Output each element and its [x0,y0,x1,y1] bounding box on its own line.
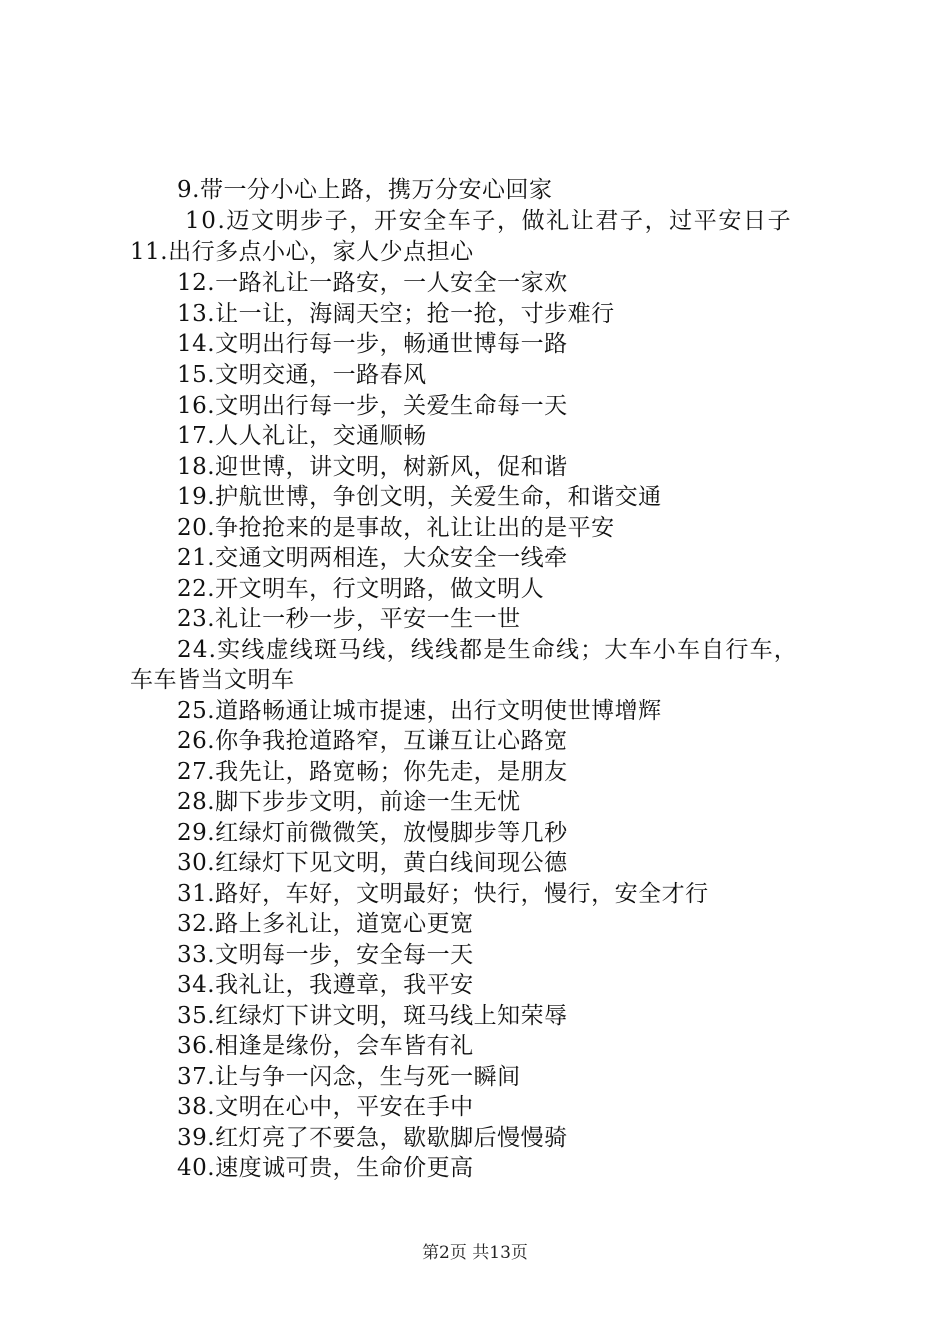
slogan-line: 39.红灯亮了不要急，歇歇脚后慢慢骑 [177,1125,568,1151]
slogan-line: 11.出行多点小心，家人少点担心 [130,239,474,265]
slogan-line: 车车皆当文明车 [130,667,295,693]
slogan-line: 13.让一让，海阔天空；抢一抢，寸步难行 [177,301,615,327]
slogan-line: 9.带一分小心上路，携万分安心回家 [177,177,553,203]
slogan-line: 15.文明交通，一路春风 [177,362,427,388]
slogan-line: 16.文明出行每一步，关爱生命每一天 [177,393,568,419]
slogan-line: 30.红绿灯下见文明，黄白线间现公德 [177,850,568,876]
slogan-line: 14.文明出行每一步，畅通世博每一路 [177,331,568,357]
slogan-line: 28.脚下步步文明，前途一生无忧 [177,789,521,815]
slogan-line: 26.你争我抢道路窄，互谦互让心路宽 [177,728,568,754]
slogan-line: 29.红绿灯前微微笑，放慢脚步等几秒 [177,820,568,846]
slogan-line: 25.道路畅通让城市提速，出行文明使世博增辉 [177,698,662,724]
page-footer: 第2页 共13页 [422,1243,528,1263]
slogan-line: 32.路上多礼让，道宽心更宽 [177,911,474,937]
slogan-line: 10.迈文明步子，开安全车子，做礼让君子，过平安日子 [185,208,793,234]
slogan-line: 33.文明每一步，安全每一天 [177,942,474,968]
slogan-line: 40.速度诚可贵，生命价更高 [177,1155,474,1181]
slogan-line: 19.护航世博，争创文明，关爱生命，和谐交通 [177,484,662,510]
slogan-line: 34.我礼让，我遵章，我平安 [177,972,474,998]
slogan-line: 21.交通文明两相连，大众安全一线牵 [177,545,568,571]
slogan-line: 35.红绿灯下讲文明，斑马线上知荣辱 [177,1003,568,1029]
slogan-line: 37.让与争一闪念，生与死一瞬间 [177,1064,521,1090]
slogan-line: 27.我先让，路宽畅；你先走，是朋友 [177,759,568,785]
slogan-line: 12.一路礼让一路安，一人安全一家欢 [177,270,568,296]
slogan-line: 17.人人礼让，交通顺畅 [177,423,427,449]
slogan-line: 18.迎世博，讲文明，树新风，促和谐 [177,454,568,480]
slogan-line: 20.争抢抢来的是事故，礼让让出的是平安 [177,515,615,541]
slogan-line: 31.路好，车好，文明最好；快行，慢行，安全才行 [177,881,709,907]
slogan-line: 38.文明在心中，平安在手中 [177,1094,474,1120]
slogan-line: 36.相逢是缘份，会车皆有礼 [177,1033,474,1059]
slogan-line: 24.实线虚线斑马线，线线都是生命线；大车小车自行车， [177,637,798,663]
slogan-line: 23.礼让一秒一步，平安一生一世 [177,606,521,632]
slogan-line: 22.开文明车，行文明路，做文明人 [177,576,545,602]
